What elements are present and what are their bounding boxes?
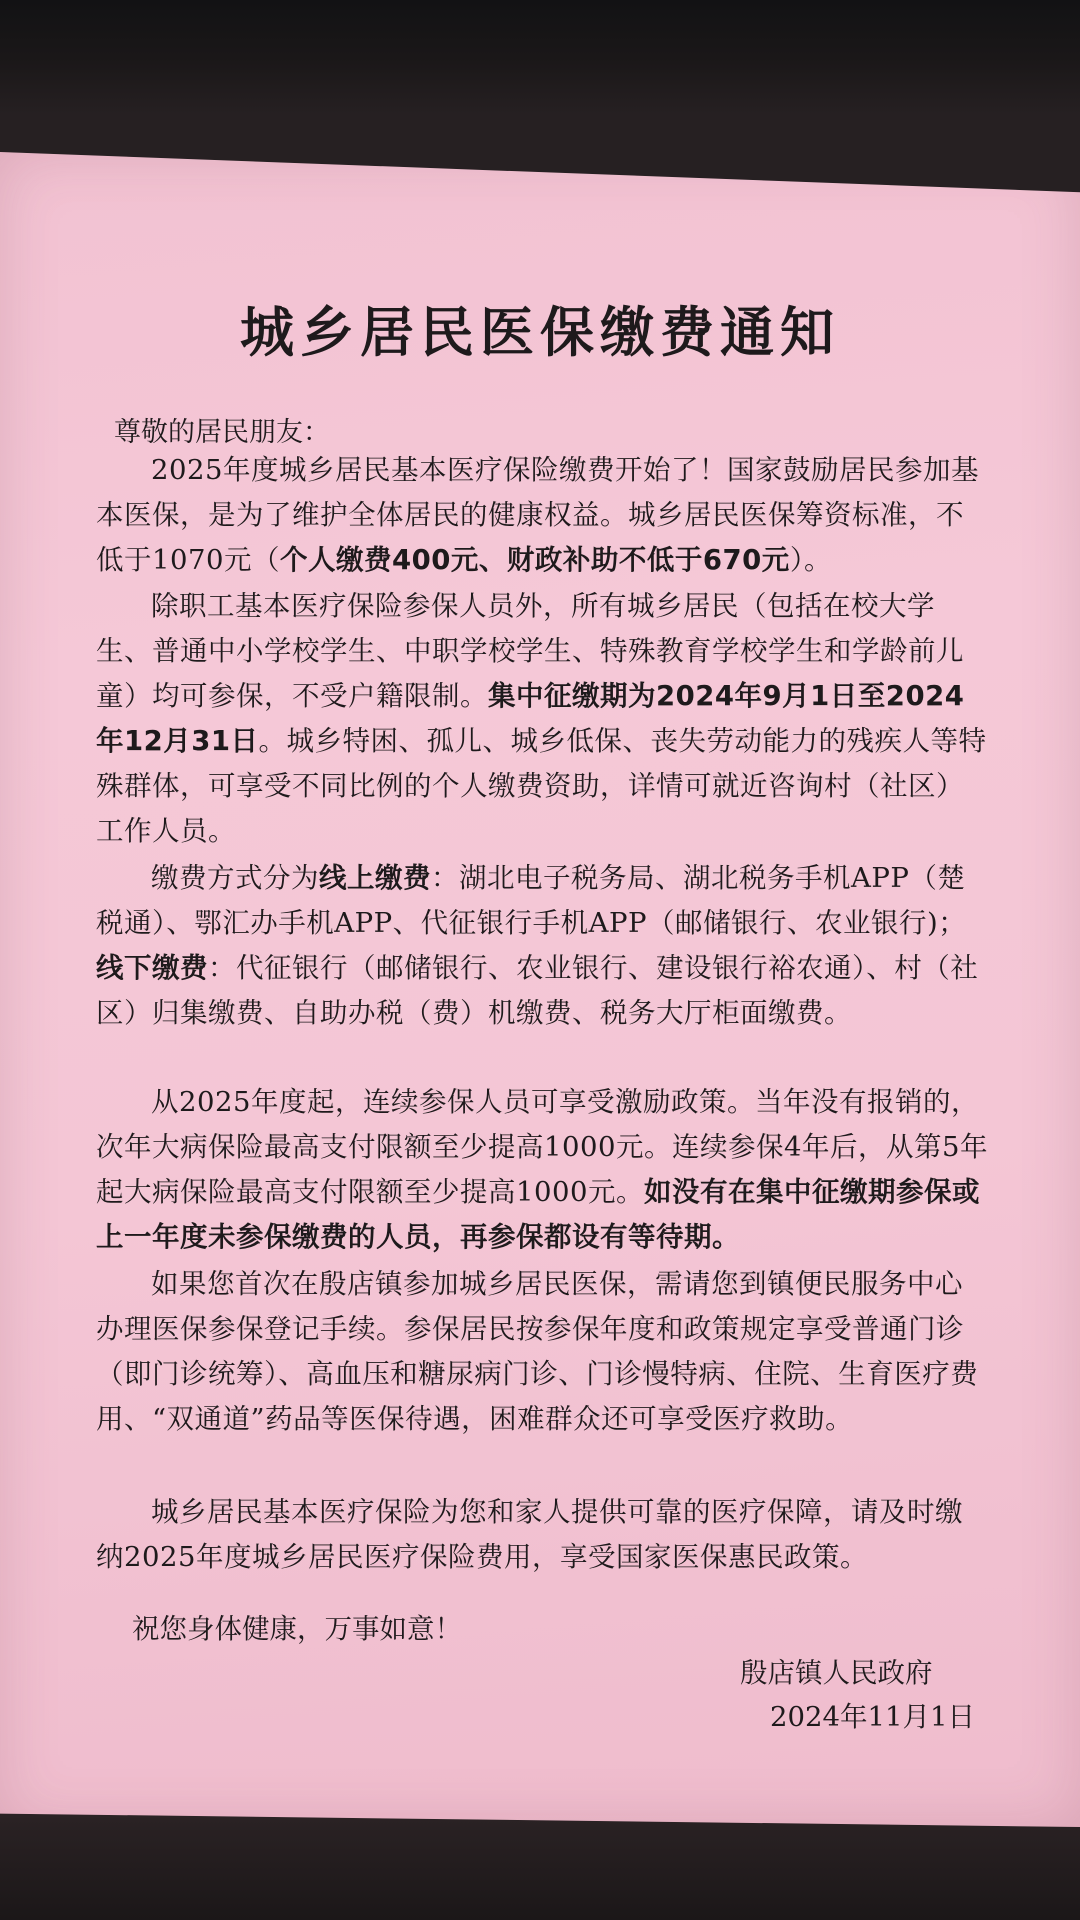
paragraph-6 [96,1490,988,1580]
emphasis-text: 个人缴费400元、财政补助不低于670元 [280,544,790,576]
paragraph-5 [96,1262,988,1442]
body-text: 。城乡特困、孤儿、城乡低保、丧失劳动能力的残疾人等特殊群体，可享受不同比例的个人缴费资助，详情可就近咨询村（社区）工作人员。 [96,725,987,847]
body-text: 如果您首次在殷店镇参加城乡居民医保，需请您到镇便民服务中心办理医保参保登记手续。参保居民按参保年度和政策规定享受普通门诊（即门诊统筹）、高血压和糖尿病门诊、门诊慢特病、住院、生育医疗费用、“双通道”药品等医保待遇，困难群众还可享受医疗救助。 [96,1268,979,1435]
body-text: 缴费方式分为 [151,862,319,894]
paragraph-2 [96,584,988,854]
paragraph-1 [96,448,988,583]
salutation: 尊敬的居民朋友： [114,417,330,448]
body-text: ）。 [789,544,833,576]
body-text: 从2025年度起，连续参保人员可享受激励政策。当年没有报销的，次年大病保险最高支付限额至少提高1000元。连续参保4年后，从第5年起大病保险最高支付限额至少提高1000元。 [96,1086,988,1208]
emphasis-text: 线下缴费 [96,952,208,984]
emphasis-text: 线上缴费 [319,862,431,894]
closing-wish: 祝您身体健康，万事如意！ [132,1613,462,1645]
body-text: 2025年度城乡居民基本医疗保险缴费开始了！国家鼓励居民参加基本医保，是为了维护全体居民的健康权益。城乡居民医保筹资标准，不低于1070元（ [96,454,979,576]
notice-title: 城乡居民医保缴费通知 [240,301,840,364]
signer: 殷店镇人民政府 [740,1657,933,1689]
paragraph-3 [96,856,988,1036]
body-text: ：湖北电子税务局、湖北税务手机APP（楚税通）、鄂汇办手机APP、代征银行手机APP（邮储银行、农业银行)； [96,862,967,939]
issue-date: 2024年11月1日 [770,1701,975,1733]
body-text: 城乡居民基本医疗保险为您和家人提供可靠的医疗保障，请及时缴纳2025年度城乡居民医疗保险费用，享受国家医保惠民政策。 [96,1496,963,1573]
body-text: 除职工基本医疗保险参保人员外，所有城乡居民（包括在校大学生、普通中小学校学生、中职学校学生、特殊教育学校学生和学龄前儿童）均可参保，不受户籍限制。 [96,590,964,712]
emphasis-text: 集中征缴期为2024年9月1日至2024年12月31日 [96,680,965,757]
emphasis-text: 如没有在集中征缴期参保或上一年度未参保缴费的人员，再参保都设有等待期。 [96,1176,980,1253]
body-text: ：代征银行（邮储银行、农业银行、建设银行裕农通）、村（社区）归集缴费、自助办税（费）机缴费、税务大厅柜面缴费。 [96,952,979,1029]
paragraph-4 [96,1080,988,1260]
